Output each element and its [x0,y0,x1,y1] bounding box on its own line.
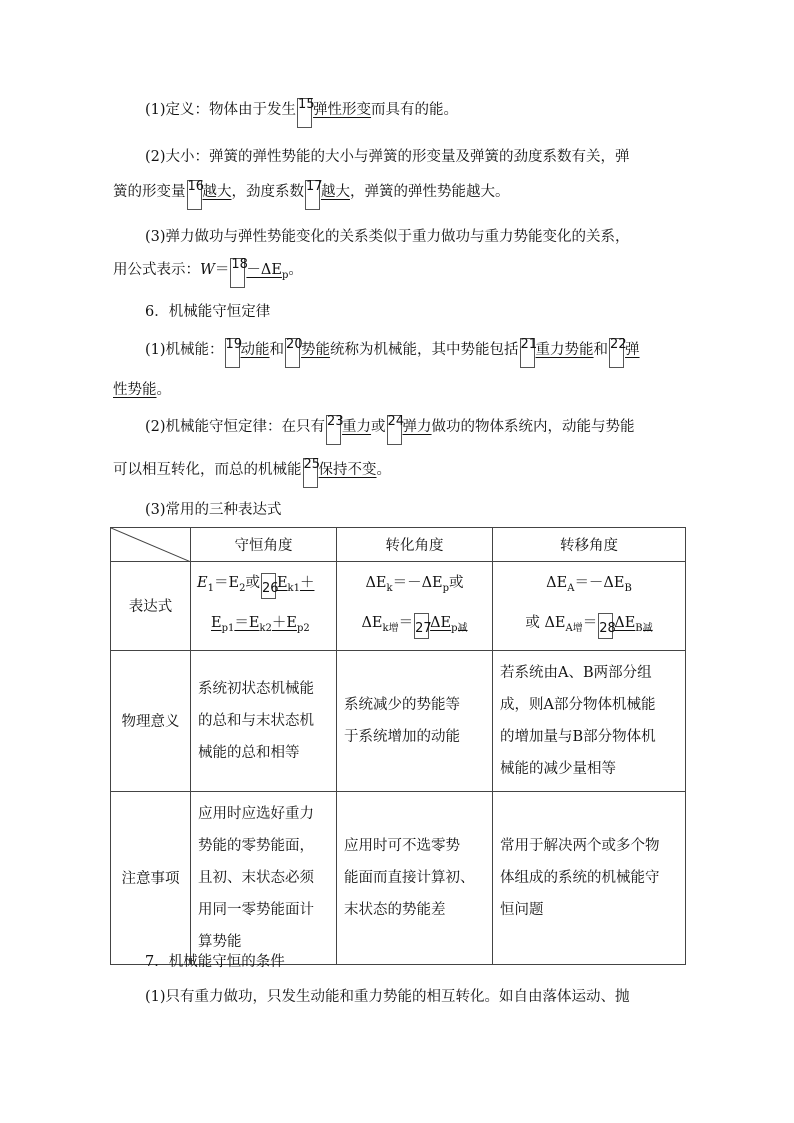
cell-line: 应用时可不选零势 [344,837,460,854]
expr-conservation [191,562,337,651]
answer-box: 16 [187,180,202,210]
mech-energy-line2 [113,378,171,399]
meaning-transfer [493,650,686,791]
cell-line: 械能的总和相等 [198,744,300,761]
answer-box: 23 [326,415,341,445]
text: 而具有的能。 [371,102,459,118]
text: (2)机械能守恒定律：在只有 [145,419,326,435]
work-paragraph-line2 [113,258,303,288]
answer-box: 28 [598,613,613,639]
text: 6．机械能守恒定律 [145,304,271,320]
answer-text: 越大 [202,184,232,200]
diagonal-corner-cell [111,528,191,562]
section-heading-7 [145,950,285,971]
conservation-line1 [145,415,635,445]
answer-box: 22 [609,338,624,368]
meaning-conservation [191,650,337,791]
answer-text: 保持不变 [318,462,377,478]
table-header-row [111,528,686,562]
answer-box: 17 [305,180,320,210]
text: (1)只有重力做功，只发生动能和重力势能的相互转化。如自由落体运动、抛 [145,989,630,1005]
cell-line: 系统减少的势能等 [344,696,460,713]
answer-text: 弹性形变 [313,102,372,118]
size-paragraph-line1 [145,145,630,166]
row-label: 物理意义 [111,650,191,791]
text: ，劲度系数 [231,184,304,200]
mech-energy-line1 [145,338,640,368]
section-heading-6 [145,300,270,321]
conditions-paragraph [145,985,630,1006]
text: 和 [269,342,285,358]
expr-transfer [493,562,686,651]
answer-box: 18 [230,258,245,288]
table-row [111,562,686,651]
header-transformation: 转化角度 [337,528,493,562]
text: 做功的物体系统内，动能与势能 [431,419,635,435]
answer-text: 弹力 [402,419,432,435]
cell-line: 械能的减少量相等 [500,760,616,777]
diagonal-line [111,528,191,562]
answer-box: 25 [303,458,318,488]
cell-line: 算势能 [198,933,242,950]
answer-text: 弹 [625,342,640,358]
answer-text: 越大 [321,184,350,200]
text: 或 [371,419,386,435]
table-row [111,650,686,791]
text: (2)大小：弹簧的弹性势能的大小与弹簧的形变量及弹簧的劲度系数有关，弹 [145,149,630,165]
cell-line: 于系统增加的动能 [344,728,460,745]
answer-box: 20 [285,338,300,368]
text: (1)定义：物体由于发生 [145,102,297,118]
answer-box: 19 [225,338,240,368]
text: 。 [156,382,171,398]
cell-line: 体组成的系统的机械能守 [500,869,660,886]
answer-text: 重力 [342,419,372,435]
answer-text: 势能 [301,342,331,358]
text: 。 [288,262,303,278]
text: 7．机械能守恒的条件 [145,954,285,970]
expr-line: $E_{p1}=E_{k2}+E_{p2}$ [211,614,310,634]
answer-formula: $-\Delta E_p$ [246,262,289,281]
expr-line: $E_1=E_2$或 26 $E_{k1}+$ [197,566,330,606]
text: ＝ [214,262,230,278]
cell-line: 成，则A部分物体机械能 [500,696,656,713]
answer-box: 26 [261,573,276,599]
work-paragraph-line1 [145,225,630,246]
expr-line: 或 $\Delta E_{A增}=$ 28 $\Delta E_{B减}$ [493,606,685,646]
cell-line: 用同一零势能面计 [198,901,314,918]
header-transfer: 转移角度 [493,528,686,562]
cell-line: 末状态的势能差 [344,901,446,918]
meaning-transformation [337,650,493,791]
cell-line: 的总和与末状态机 [198,712,314,729]
text: ，弹簧的弹性势能越大。 [350,184,510,200]
expr-line: $\Delta E_{k增}=$ 27 $\Delta E_{p减}$ [337,606,492,646]
expr-line: $\Delta E_A=-\Delta E_B$ [546,575,632,594]
cell-line: 且初、末状态必须 [198,869,314,886]
text: 统称为机械能，其中势能包括 [330,342,519,358]
cell-line: 应用时应选好重力 [198,805,314,822]
notes-transfer [493,791,686,964]
cell-line: 常用于解决两个或多个物 [500,837,660,854]
answer-text: 重力势能 [535,342,594,358]
row-label: 表达式 [111,562,191,651]
text: 可以相互转化，而总的机械能 [113,462,302,478]
answer-text: 动能 [240,342,270,358]
cell-line: 能面而直接计算初、 [344,869,475,886]
row-label: 注意事项 [111,791,191,964]
text: 用公式表示： [113,262,200,278]
cell-line: 若系统由A、B两部分组 [500,664,652,681]
answer-box: 27 [414,613,429,639]
expressions-heading [145,498,282,519]
cell-line: 势能的零势能面， [198,837,314,854]
conservation-line2 [113,458,391,488]
text: (3)常用的三种表达式 [145,502,282,518]
notes-transformation [337,791,493,964]
notes-conservation [191,791,337,964]
answer-box: 24 [387,415,402,445]
cell-line: 恒问题 [500,901,544,918]
header-conservation: 守恒角度 [191,528,337,562]
expressions-table [110,527,686,965]
text: 。 [376,462,391,478]
size-paragraph-line2 [113,180,510,210]
answer-text: 性势能 [113,382,157,398]
cell-line: 系统初状态机械能 [198,680,314,697]
expr-transformation [337,562,493,651]
text: (1)机械能： [145,342,224,358]
cell-line: 的增加量与B部分物体机 [500,728,656,745]
formula-symbol: W [200,262,215,278]
text: 和 [593,342,609,358]
answer-box: 15 [297,98,312,128]
definition-paragraph [145,98,458,128]
expr-line: $\Delta E_k=-\Delta E_p$或 [365,575,464,594]
text: (3)弹力做功与弹性势能变化的关系类似于重力做功与重力势能变化的关系， [145,229,630,245]
table-row [111,791,686,964]
text: 簧的形变量 [113,184,186,200]
answer-box: 21 [520,338,535,368]
